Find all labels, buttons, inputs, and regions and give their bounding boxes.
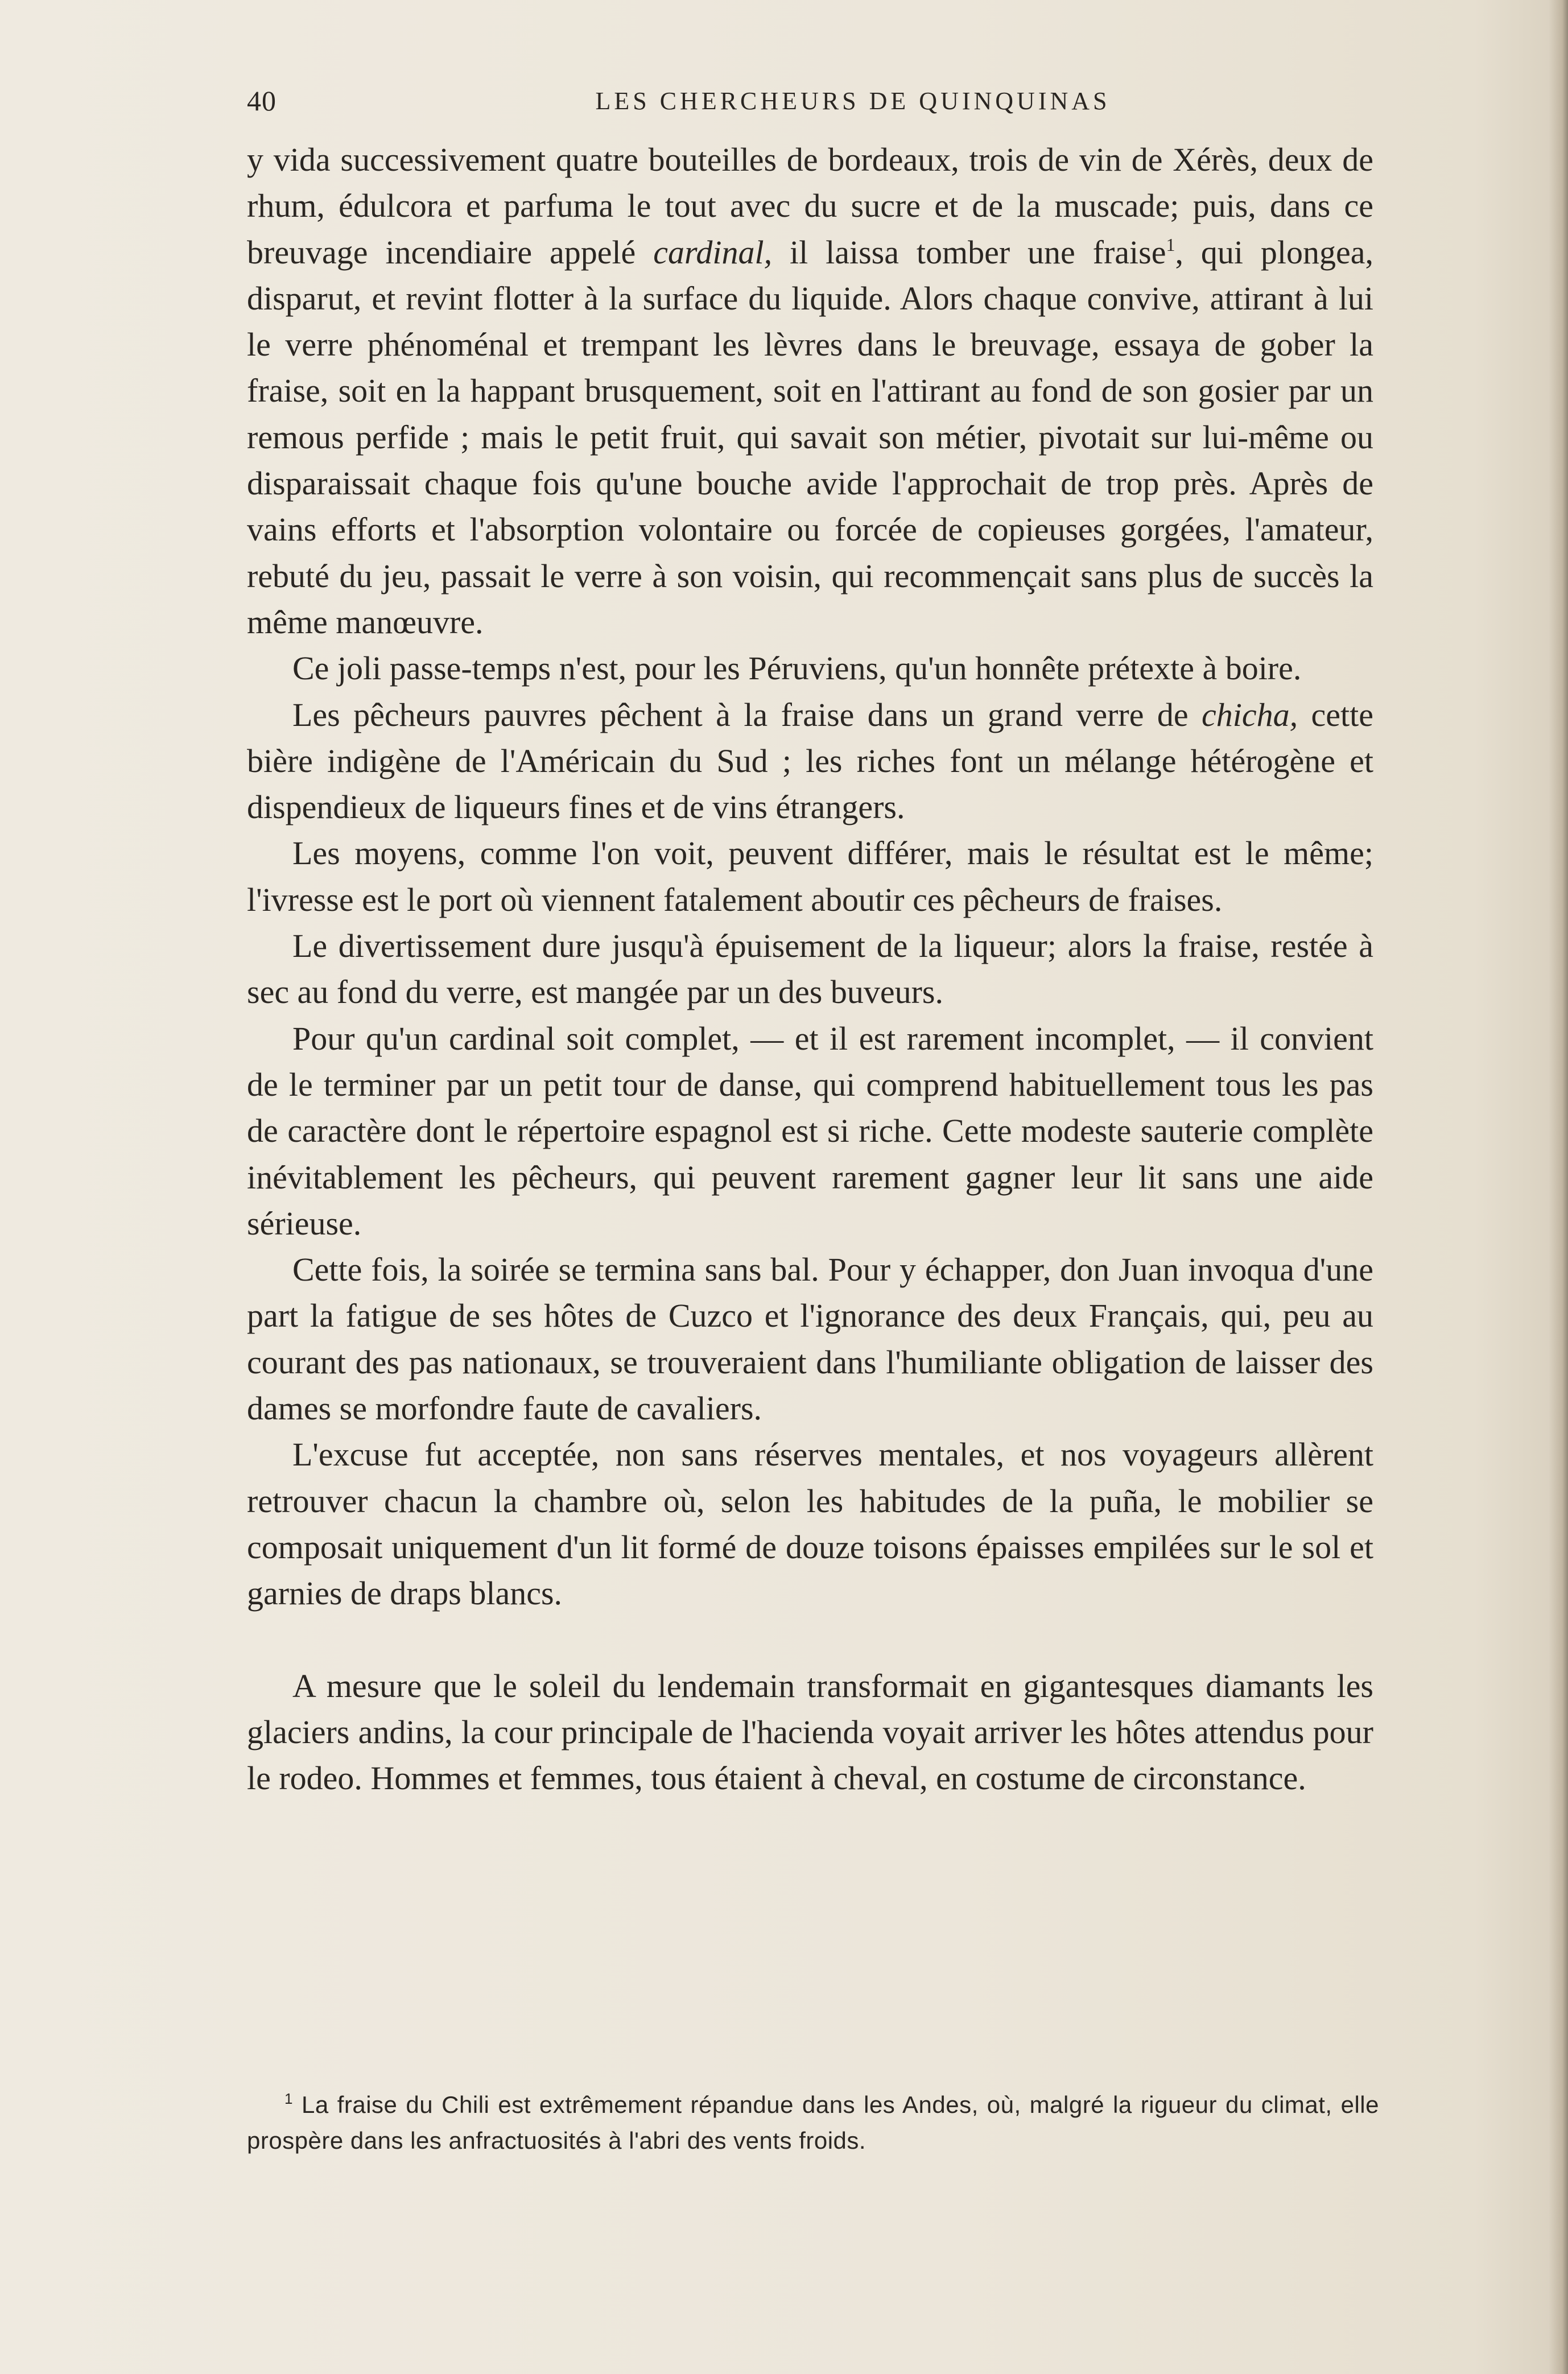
page-number: 40 [247, 85, 277, 117]
footnote-reference[interactable]: 1 [1166, 234, 1175, 255]
running-title: LES CHERCHEURS DE QUINQUINAS [595, 87, 1111, 115]
footnote [247, 2087, 1379, 2158]
paragraph-3: Les pêcheurs pauvres pêchent à la fraise dans un grand verre de chicha, cette bière indigène de l'Américain du Sud ; les riches font un mélange hétérogène et dispendieux de liqueurs fines et de vins étrangers. [247, 696, 1373, 826]
paragraph-7: Cette fois, la soirée se termina sans bal. Pour y échapper, don Juan invoqua d'une part la fatigue de ses hôtes de Cuzco et l'ignorance des deux Français, qui, peu au courant des pas nationaux, se trouveraient dans l'humiliante obligation de laisser des dames se morfondre faute de cavaliers. [247, 1251, 1373, 1427]
italic-cardinal: cardinal, [653, 233, 773, 271]
page-edge-shadow [1549, 0, 1568, 2374]
footnote-marker: 1 [284, 2090, 293, 2107]
paragraph-6: Pour qu'un cardinal soit complet, — et il est rarement incomplet, — il convient de le terminer par un petit tour de danse, qui comprend habituellement tous les pas de caractère dont le répertoire espagnol est si riche. Cette modeste sauterie complète inévitablement les pêcheurs, qui peuvent rarement gagner leur lit sans une aide sérieuse. [247, 1019, 1373, 1242]
page-header [247, 84, 1373, 130]
paragraph-8: L'excuse fut acceptée, non sans réserves mentales, et nos voyageurs allèrent retrouver chacun la chambre où, selon les habitudes de la puña, le mobilier se composait uniquement d'un lit formé de douze toisons épaisses empilées sur le sol et garnies de draps blancs. [247, 1436, 1373, 1612]
footnote-text: La fraise du Chili est extrêmement répandue dans les Andes, où, malgré la rigueur du climat, elle prospère dans les anfractuosités à l'abri des vents froids. [247, 2091, 1379, 2154]
paragraph-9: A mesure que le soleil du lendemain transformait en gigantesques diamants les glaciers andins, la cour principale de l'hacienda voyait arriver les hôtes attendus pour le rodeo. Hommes et femmes, tous étaient à cheval, en costume de circonstance. [247, 1667, 1373, 1797]
paragraph-2: Ce joli passe-temps n'est, pour les Péruviens, qu'un honnête prétexte à boire. [292, 650, 1302, 687]
body-text [247, 137, 1373, 1801]
paragraph-1: y vida successivement quatre bouteilles de bordeaux, trois de vin de Xérès, deux de rhum, édulcora et parfuma le tout avec du sucre et de la muscade; puis, dans ce breuvage incendiaire appelé cardinal, il laissa tomber une fraise$^1$, qui plongea, disparut, et revint flotter à la surface du liquide. Alors chaque convive, attirant à lui le verre phénoménal et trempant les lèvres dans le breuvage, essaya de gober la fraise, soit en la happant brusquement, soit en l'attirant au fond de son gosier par un remous perfide ; mais le petit fruit, qui savait son métier, pivotait sur lui-même ou disparaissait chaque fois qu'une bouche avide l'approchait de trop près. Après de vains efforts et l'absorption volontaire ou forcée de copieuses gorgées, l'amateur, rebuté du jeu, passait le verre à son voisin, qui recommençait sans plus de succès la même manœuvre. [247, 141, 1373, 641]
paragraph-5: Le divertissement dure jusqu'à épuisement de la liqueur; alors la fraise, restée à sec au fond du verre, est mangée par un des buveurs. [247, 927, 1373, 1011]
paragraph-4: Les moyens, comme l'on voit, peuvent différer, mais le résultat est le même; l'ivresse est le port où viennent fatalement aboutir ces pêcheurs de fraises. [247, 835, 1373, 918]
italic-chicha: chicha, [1202, 696, 1298, 733]
